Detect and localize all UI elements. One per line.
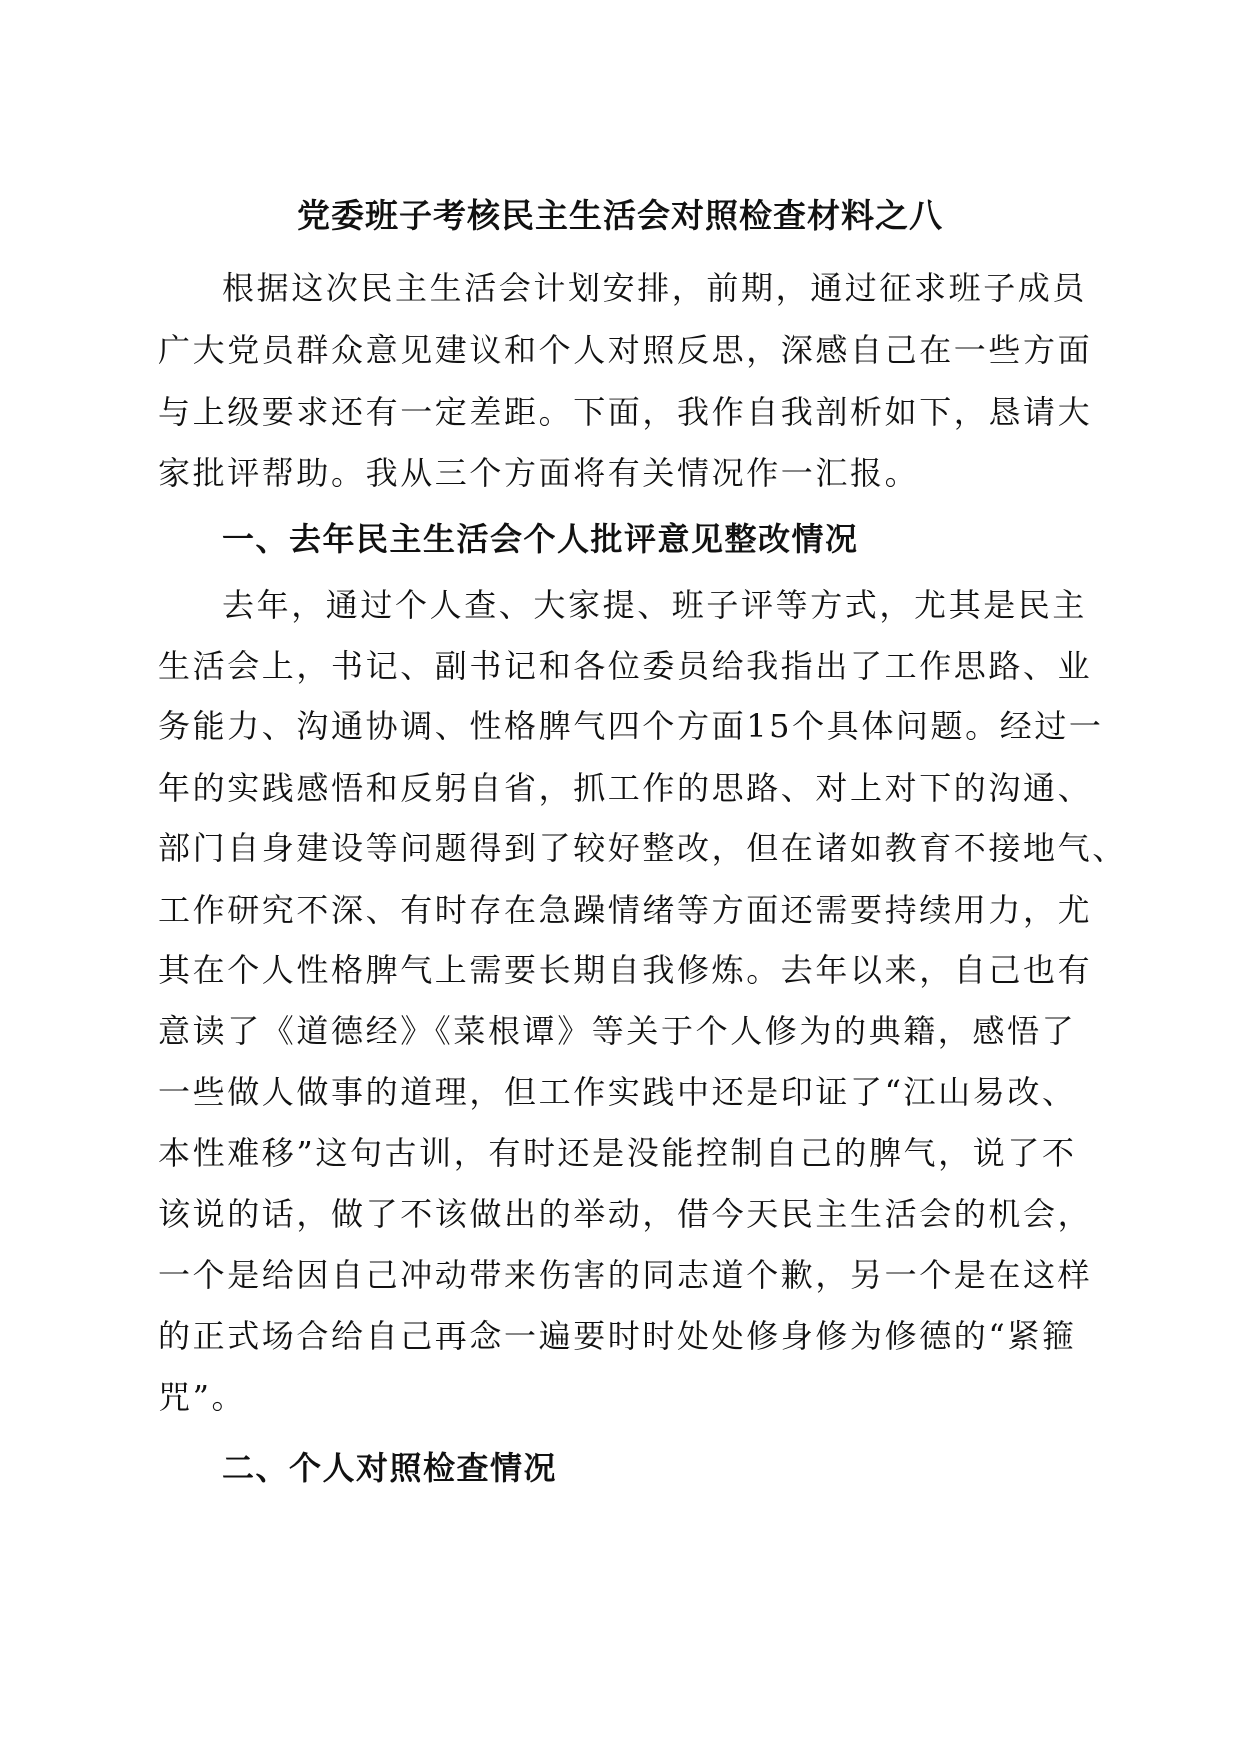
intro-line-3: 与上级要求还有一定差距。下面，我作自我剖析如下，恳请大 (158, 393, 1093, 431)
section1-line-8: 意读了《道德经》《菜根谭》等关于个人修为的典籍，感悟了 (158, 1012, 1077, 1050)
section2-heading: 二、个人对照检查情况 (222, 1449, 558, 1487)
section1-line-6: 工作研究不深、有时存在急躁情绪等方面还需要持续用力，尤 (158, 891, 1093, 929)
section1-line-14: 咒”。 (158, 1378, 247, 1416)
section1-line-7: 其在个人性格脾气上需要长期自我修炼。去年以来，自己也有 (158, 951, 1093, 989)
section1-line-1: 去年，通过个人查、大家提、班子评等方式，尤其是民主 (222, 586, 1088, 624)
section1-line-4: 年的实践感悟和反躬自省，抓工作的思路、对上对下的沟通、 (158, 769, 1093, 807)
section1-line-5: 部门自身建设等问题得到了较好整改，但在诸如教育不接地气、 (158, 829, 1127, 867)
section1-line-3: 务能力、沟通协调、性格脾气四个方面15个具体问题。经过一 (158, 707, 1104, 745)
intro-line-4: 家批评帮助。我从三个方面将有关情况作一汇报。 (158, 454, 920, 492)
intro-line-2: 广大党员群众意见建议和个人对照反思，深感自己在一些方面 (158, 331, 1093, 369)
section1-line-12: 一个是给因自己冲动带来伤害的同志道个歉，另一个是在这样 (158, 1256, 1093, 1294)
document-title: 党委班子考核民主生活会对照检查材料之八 (297, 196, 943, 235)
section1-line-2: 生活会上，书记、副书记和各位委员给我指出了工作思路、业 (158, 647, 1093, 685)
section1-heading: 一、去年民主生活会个人批评意见整改情况 (222, 520, 859, 558)
section1-line-9: 一些做人做事的道理，但工作实践中还是印证了“江山易改、 (158, 1073, 1077, 1111)
section1-line-13: 的正式场合给自己再念一遍要时时处处修身修为修德的“紧箍 (158, 1317, 1077, 1355)
intro-line-1: 根据这次民主生活会计划安排，前期，通过征求班子成员 (222, 269, 1088, 307)
section1-line-11: 该说的话，做了不该做出的举动，借今天民主生活会的机会， (158, 1195, 1093, 1233)
section1-line-10: 本性难移”这句古训，有时还是没能控制自己的脾气，说了不 (158, 1134, 1077, 1172)
